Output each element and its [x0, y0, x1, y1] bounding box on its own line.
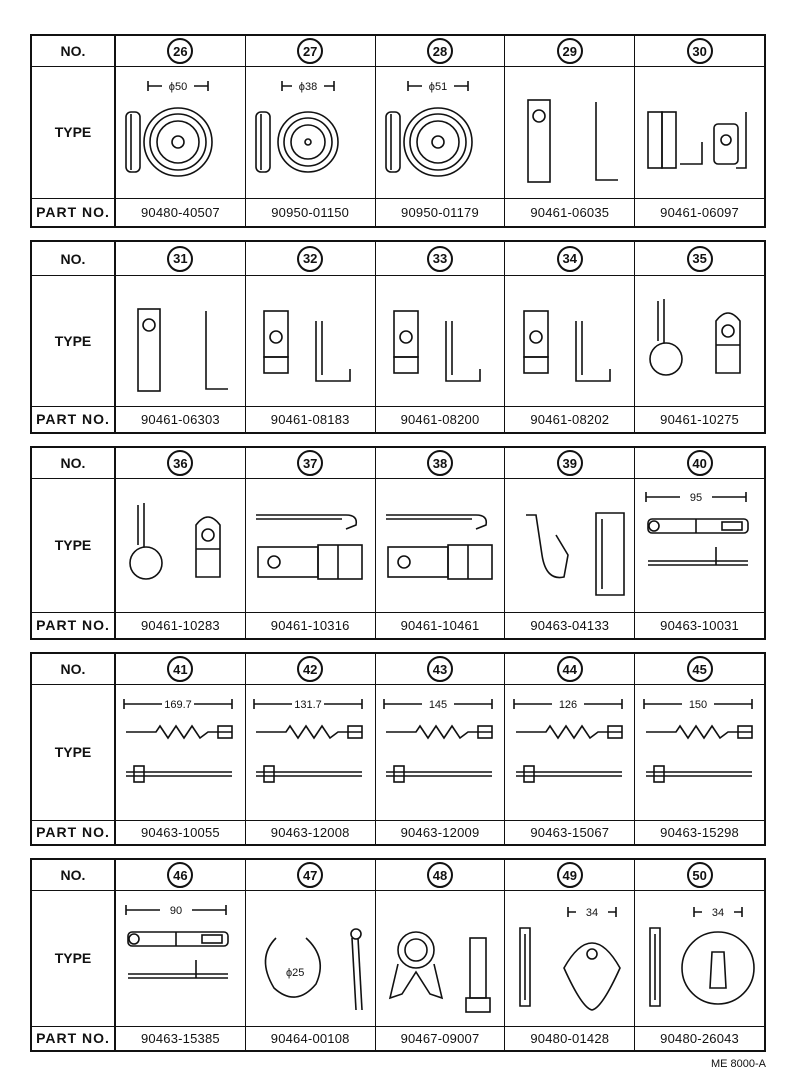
item-number: 41	[167, 656, 193, 682]
part-number-cell	[246, 1026, 376, 1050]
type-drawing-cell	[246, 66, 376, 198]
dimension-label: 34	[711, 907, 724, 919]
item-number-cell	[635, 654, 764, 684]
type-drawing-cell	[246, 478, 376, 612]
part-number: 90463-10055	[140, 824, 220, 840]
item-number: 28	[427, 38, 453, 64]
part-number-cell	[376, 820, 506, 844]
item-number: 46	[167, 862, 193, 888]
part-number-cell	[116, 820, 246, 844]
item-number: 44	[557, 656, 583, 682]
clip-icon	[506, 485, 634, 605]
type-label: TYPE	[32, 275, 116, 406]
part-number-cell	[505, 612, 635, 638]
item-number: 32	[297, 246, 323, 272]
part-number: 90461-08202	[530, 411, 610, 427]
part-number-row	[32, 1026, 764, 1050]
item-number-cell	[246, 36, 376, 66]
type-drawing-cell	[376, 275, 506, 406]
dimension-label: ϕ38	[298, 81, 318, 93]
item-number-cell	[246, 242, 376, 275]
part-no-label: PART NO.	[32, 406, 116, 432]
item-number-cell	[505, 654, 635, 684]
item-number: 45	[687, 656, 713, 682]
item-number: 30	[687, 38, 713, 64]
item-number-cell	[635, 448, 764, 478]
part-number-cell	[635, 820, 764, 844]
grommet-icon	[246, 72, 374, 192]
type-drawing-cell	[635, 890, 764, 1026]
clamp-icon	[376, 281, 504, 401]
item-number: 49	[557, 862, 583, 888]
type-drawing-cell	[246, 275, 376, 406]
type-drawing-cell	[376, 684, 506, 820]
part-number-row	[32, 406, 764, 432]
type-drawing-cell	[376, 890, 506, 1026]
number-row	[32, 860, 764, 890]
item-number-cell	[376, 860, 506, 890]
item-number-cell	[376, 242, 506, 275]
part-number-row	[32, 198, 764, 226]
item-number: 29	[557, 38, 583, 64]
clamp-icon	[116, 281, 244, 401]
item-number: 26	[167, 38, 193, 64]
type-drawing-cell	[635, 478, 764, 612]
type-drawing-cell	[116, 684, 246, 820]
type-row	[32, 890, 764, 1026]
number-row	[32, 242, 764, 275]
part-number: 90480-26043	[660, 1030, 739, 1046]
item-number: 48	[427, 862, 453, 888]
item-number: 43	[427, 656, 453, 682]
part-number: 90461-08200	[400, 411, 480, 427]
item-number-cell	[505, 242, 635, 275]
item-number-cell	[635, 860, 764, 890]
type-label: TYPE	[32, 478, 116, 612]
part-number-cell	[376, 1026, 506, 1050]
item-number-cell	[246, 654, 376, 684]
no-label: NO.	[32, 654, 116, 684]
part-number: 90463-12008	[270, 824, 350, 840]
item-number: 35	[687, 246, 713, 272]
grommet-icon	[116, 72, 244, 192]
number-row	[32, 448, 764, 478]
item-number-cell	[635, 242, 764, 275]
part-number-cell	[116, 406, 246, 432]
number-row	[32, 654, 764, 684]
clamp-icon	[506, 281, 634, 401]
part-number-cell	[246, 820, 376, 844]
band-clamp-icon	[246, 692, 374, 812]
type-drawing-cell	[505, 890, 635, 1026]
band-clamp-icon	[636, 692, 764, 812]
item-number: 40	[687, 450, 713, 476]
item-number-cell	[116, 860, 246, 890]
grommet-icon	[506, 898, 634, 1018]
type-drawing-cell	[376, 478, 506, 612]
part-number-cell	[635, 406, 764, 432]
item-number: 27	[297, 38, 323, 64]
item-number-cell	[116, 242, 246, 275]
clamp-icon	[636, 72, 764, 192]
type-drawing-cell	[505, 66, 635, 198]
item-number: 42	[297, 656, 323, 682]
clamp-icon	[116, 485, 244, 605]
part-number-row	[32, 820, 764, 844]
part-number: 90461-06035	[530, 204, 610, 220]
clip-icon	[246, 898, 374, 1018]
item-number: 37	[297, 450, 323, 476]
part-number-cell	[246, 612, 376, 638]
drawing-code: ME 8000-A	[710, 1058, 766, 1070]
item-number-cell	[116, 654, 246, 684]
part-number-cell	[376, 406, 506, 432]
dimension-label: 90	[170, 905, 183, 917]
part-number-cell	[246, 198, 376, 226]
item-number: 39	[557, 450, 583, 476]
no-label: NO.	[32, 448, 116, 478]
part-number: 90463-15385	[140, 1030, 220, 1046]
item-number-cell	[246, 448, 376, 478]
item-number-cell	[116, 448, 246, 478]
type-drawing-cell	[505, 275, 635, 406]
type-row	[32, 66, 764, 198]
parts-table	[30, 240, 766, 434]
type-drawing-cell	[505, 684, 635, 820]
clip-icon	[376, 898, 504, 1018]
no-label: NO.	[32, 242, 116, 275]
part-number-cell	[246, 406, 376, 432]
parts-table	[30, 858, 766, 1052]
part-number: 90461-06303	[140, 411, 220, 427]
part-number: 90950-01150	[271, 204, 350, 220]
parts-table	[30, 652, 766, 846]
part-number: 90461-06097	[660, 204, 739, 220]
part-number-cell	[116, 612, 246, 638]
item-number: 47	[297, 862, 323, 888]
part-number: 90480-01428	[530, 1030, 610, 1046]
dimension-label: 150	[688, 699, 707, 711]
part-number: 90461-10461	[400, 617, 480, 633]
part-number-cell	[505, 1026, 635, 1050]
item-number-cell	[376, 654, 506, 684]
clamp-icon	[506, 72, 634, 192]
part-number-cell	[376, 198, 506, 226]
grommet-icon	[376, 72, 504, 192]
item-number-cell	[116, 36, 246, 66]
item-number: 31	[167, 246, 193, 272]
band-clamp-icon	[116, 898, 244, 1018]
dimension-label: 95	[689, 492, 702, 504]
part-no-label: PART NO.	[32, 820, 116, 844]
item-number-cell	[505, 448, 635, 478]
type-drawing-cell	[116, 890, 246, 1026]
dimension-label: ϕ25	[286, 967, 305, 979]
item-number: 36	[167, 450, 193, 476]
type-drawing-cell	[116, 66, 246, 198]
type-drawing-cell	[505, 478, 635, 612]
type-row	[32, 478, 764, 612]
part-number: 90463-10031	[660, 617, 739, 633]
band-clamp-icon	[506, 692, 634, 812]
part-number-cell	[635, 612, 764, 638]
clamp-icon	[636, 281, 764, 401]
band-clamp-icon	[116, 692, 244, 812]
part-number: 90463-12009	[400, 824, 480, 840]
no-label: NO.	[32, 860, 116, 890]
part-number-cell	[376, 612, 506, 638]
part-number: 90480-40507	[140, 204, 220, 220]
type-row	[32, 684, 764, 820]
part-number: 90461-08183	[270, 411, 350, 427]
type-drawing-cell	[116, 275, 246, 406]
dimension-label: 169.7	[164, 699, 193, 711]
type-drawing-cell	[376, 66, 506, 198]
dimension-label: 145	[428, 699, 448, 711]
dimension-label: ϕ50	[169, 81, 188, 93]
band-clamp-icon	[376, 692, 504, 812]
type-drawing-cell	[246, 684, 376, 820]
clamp-icon	[376, 485, 504, 605]
part-number-cell	[635, 1026, 764, 1050]
dimension-label: ϕ51	[428, 81, 448, 93]
item-number: 33	[427, 246, 453, 272]
type-drawing-cell	[116, 478, 246, 612]
part-number-cell	[505, 406, 635, 432]
part-number: 90463-15067	[530, 824, 610, 840]
part-number: 90950-01179	[401, 204, 479, 220]
type-drawing-cell	[246, 890, 376, 1026]
part-number: 90461-10283	[140, 617, 220, 633]
type-drawing-cell	[635, 684, 764, 820]
item-number-cell	[505, 860, 635, 890]
band-clamp-icon	[636, 485, 764, 605]
part-number: 90467-09007	[400, 1030, 480, 1046]
item-number-cell	[635, 36, 764, 66]
part-number: 90464-00108	[270, 1030, 350, 1046]
item-number-cell	[246, 860, 376, 890]
item-number: 50	[687, 862, 713, 888]
clamp-icon	[246, 281, 374, 401]
part-number: 90463-04133	[530, 617, 610, 633]
dimension-label: 131.7	[294, 699, 322, 711]
type-label: TYPE	[32, 890, 116, 1026]
dimension-label: 34	[585, 907, 598, 919]
clamp-icon	[246, 485, 374, 605]
parts-table	[30, 34, 766, 228]
part-number-cell	[635, 198, 764, 226]
part-number-cell	[116, 1026, 246, 1050]
type-row	[32, 275, 764, 406]
no-label: NO.	[32, 36, 116, 66]
part-number-cell	[505, 198, 635, 226]
type-drawing-cell	[635, 66, 764, 198]
part-no-label: PART NO.	[32, 612, 116, 638]
type-drawing-cell	[635, 275, 764, 406]
part-number-cell	[505, 820, 635, 844]
grommet-icon	[636, 898, 764, 1018]
item-number: 38	[427, 450, 453, 476]
dimension-label: 126	[558, 699, 577, 711]
type-label: TYPE	[32, 66, 116, 198]
part-no-label: PART NO.	[32, 1026, 116, 1050]
part-number: 90461-10316	[270, 617, 350, 633]
type-label: TYPE	[32, 684, 116, 820]
item-number-cell	[376, 36, 506, 66]
part-number: 90463-15298	[660, 824, 739, 840]
number-row	[32, 36, 764, 66]
item-number: 34	[557, 246, 583, 272]
item-number-cell	[505, 36, 635, 66]
part-number: 90461-10275	[660, 411, 739, 427]
part-number-cell	[116, 198, 246, 226]
item-number-cell	[376, 448, 506, 478]
part-no-label: PART NO.	[32, 198, 116, 226]
part-number-row	[32, 612, 764, 638]
parts-table	[30, 446, 766, 640]
